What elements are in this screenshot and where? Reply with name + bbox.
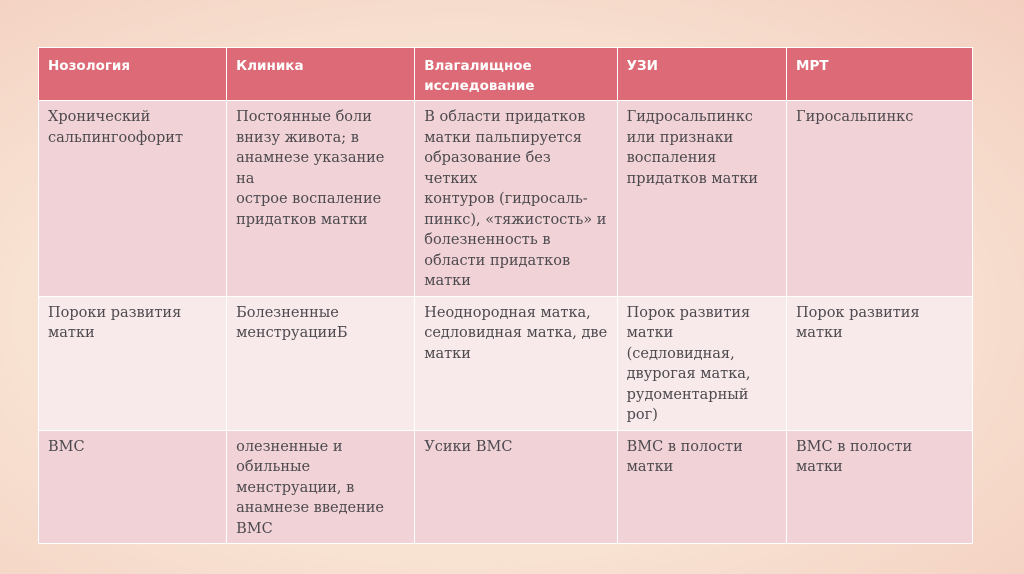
header-vaginal-exam: Влагалищное исследование: [415, 48, 617, 101]
table-row: [39, 101, 973, 297]
header-mri: МРТ: [787, 48, 973, 101]
nosology-table: [38, 47, 973, 544]
table-cell: Неоднородная матка, седловидная матка, две матки: [415, 296, 617, 430]
table-cell: олезненные и обильные менструации, в анамнезе введение ВМС: [227, 430, 415, 544]
header-clinic: Клиника: [227, 48, 415, 101]
table-cell: Гидросальпинкс или признаки воспаления придатков матки: [617, 101, 786, 297]
table-cell: Хронический сальпингоофорит: [39, 101, 227, 297]
table-cell: Усики ВМС: [415, 430, 617, 544]
table-row: [39, 296, 973, 430]
table-cell: ВМС: [39, 430, 227, 544]
table-cell: Порок развития матки: [787, 296, 973, 430]
table-cell: ВМС в полости матки: [617, 430, 786, 544]
header-nosology: Нозология: [39, 48, 227, 101]
table-header-row: [39, 48, 973, 101]
table-cell: Гиросальпинкс: [787, 101, 973, 297]
table-cell: Пороки развития матки: [39, 296, 227, 430]
table-cell: Постоянные боли внизу живота; в анамнезе указание на острое воспаление придатков матки: [227, 101, 415, 297]
header-ultrasound: УЗИ: [617, 48, 786, 101]
table-row: [39, 430, 973, 544]
table-cell: ВМС в полости матки: [787, 430, 973, 544]
table-cell: Порок развития матки (седловидная, двурогая матка, рудоментарный рог): [617, 296, 786, 430]
table-cell: В области придатков матки пальпируется образование без четких контуров (гидросаль- пинкс), «тяжистость» и болезненность в области придатков матки: [415, 101, 617, 297]
table-cell: Болезненные менструацииБ: [227, 296, 415, 430]
